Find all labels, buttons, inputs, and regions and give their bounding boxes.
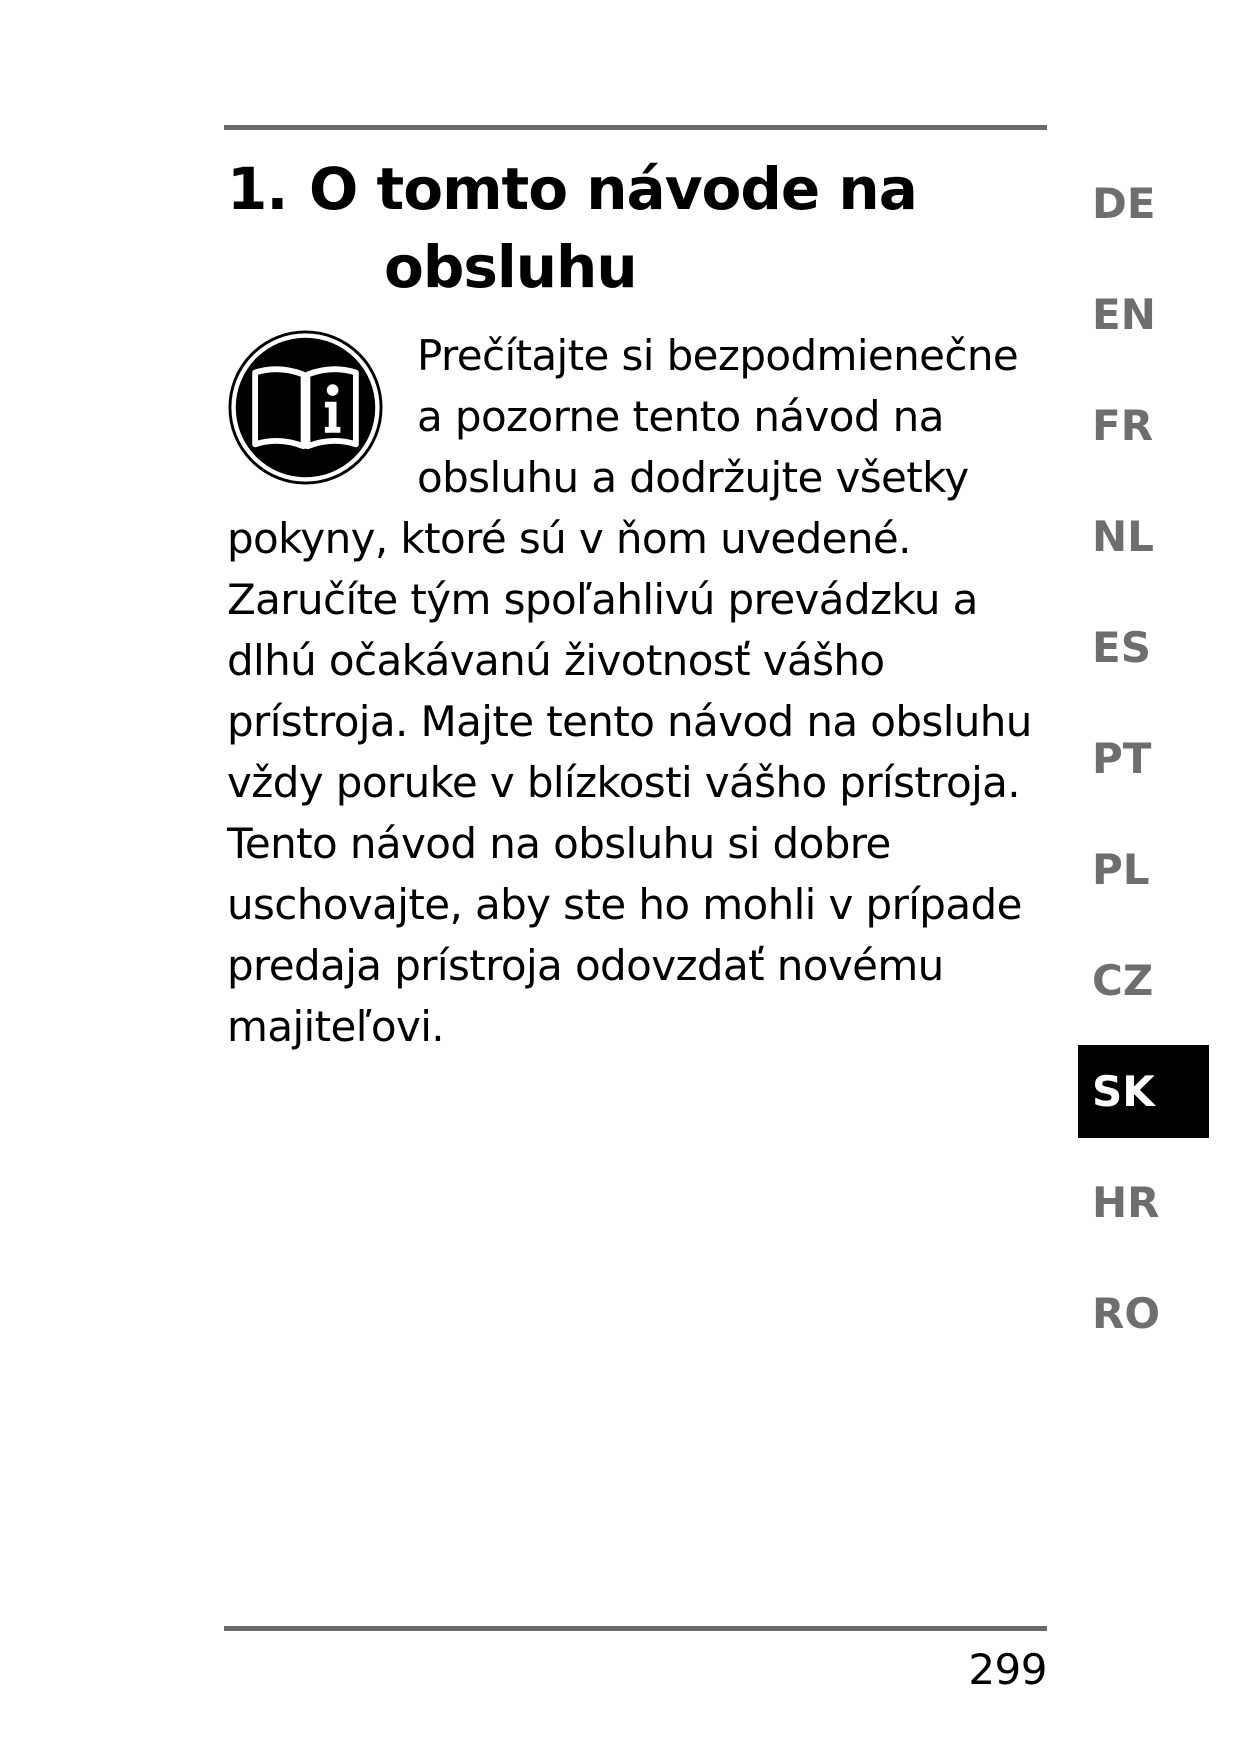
lang-tab-de[interactable]: DE	[1092, 179, 1156, 228]
body-line-1: Prečítajte si bezpodmienečne	[417, 331, 1019, 380]
body-line-11: predaja prístroja odovzdať novému	[227, 941, 944, 990]
body-line-2: a pozorne tento návod na	[417, 392, 944, 441]
body-line-10: uschovajte, aby ste ho mohli v prípade	[227, 880, 1022, 929]
lang-tab-nl[interactable]: NL	[1092, 512, 1154, 561]
lang-tab-fr[interactable]: FR	[1092, 401, 1154, 450]
lang-tab-sk[interactable]: SK	[1078, 1045, 1209, 1138]
body-line-12: majiteľovi.	[227, 1002, 445, 1051]
body-text	[227, 325, 1067, 1057]
body-line-9: Tento návod na obsluhu si dobre	[227, 819, 891, 868]
lang-tab-hr[interactable]: HR	[1092, 1178, 1160, 1227]
body-line-7: prístroja. Majte tento návod na obsluhu	[227, 697, 1032, 746]
top-rule	[224, 125, 1047, 130]
section-number: 1.	[227, 155, 288, 223]
lang-tab-pl[interactable]: PL	[1092, 845, 1150, 894]
body-line-4: pokyny, ktoré sú v ňom uvedené.	[227, 514, 911, 563]
page-number: 299	[968, 1645, 1047, 1694]
section-title-line2: obsluhu	[384, 233, 637, 301]
body-line-8: vždy poruke v blízkosti vášho prístroja.	[227, 758, 1021, 807]
lang-tab-ro[interactable]: RO	[1092, 1289, 1161, 1338]
body-line-6: dlhú očakávanú životnosť vášho	[227, 636, 885, 685]
lang-tab-pt[interactable]: PT	[1092, 734, 1152, 783]
lang-tab-cz[interactable]: CZ	[1092, 956, 1154, 1005]
section-heading-line1	[227, 150, 1047, 228]
section-title-line1: O tomto návode na	[309, 155, 917, 223]
lang-tab-en[interactable]: EN	[1092, 290, 1156, 339]
section-heading	[227, 150, 1047, 306]
body-line-3: obsluhu a dodržujte všetky	[417, 453, 969, 502]
bottom-rule	[224, 1626, 1047, 1631]
body-line-5: Zaručíte tým spoľahlivú prevádzku a	[227, 575, 978, 624]
lang-tab-es[interactable]: ES	[1092, 623, 1151, 672]
